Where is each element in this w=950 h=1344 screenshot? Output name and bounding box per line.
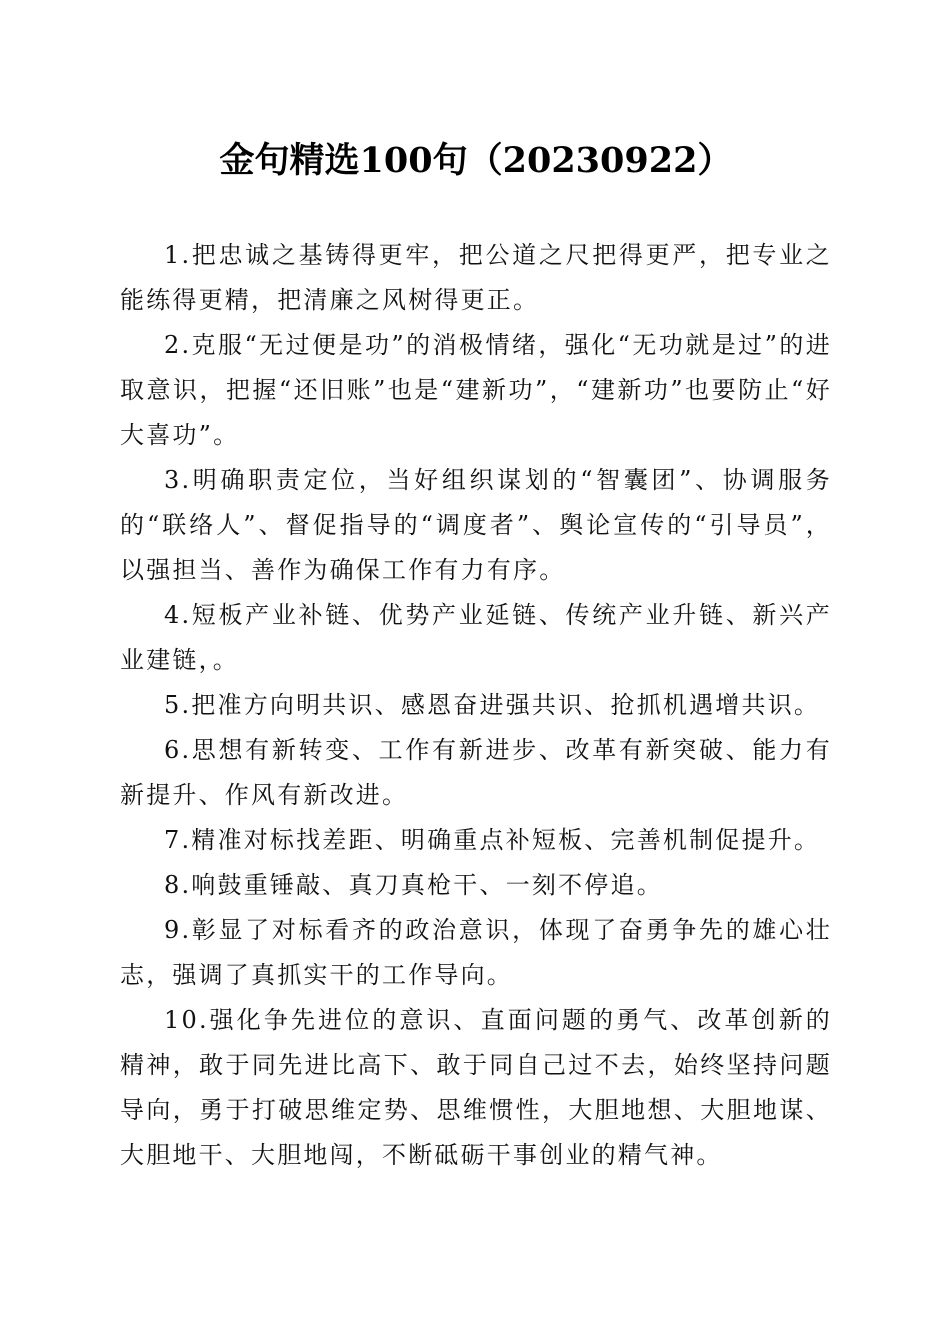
document-body xyxy=(120,233,832,1178)
paragraph-1: 1.把忠诚之基铸得更牢，把公道之尺把得更严，把专业之能练得更精，把清廉之风树得更正。 xyxy=(120,241,832,314)
paragraph-7: 7.精准对标找差距、明确重点补短板、完善机制促提升。 xyxy=(164,826,821,854)
document-title: 金句精选100句（20230922） xyxy=(219,140,733,181)
paragraph-4: 4.短板产业补链、优势产业延链、传统产业升链、新兴产业建链，。 xyxy=(120,601,832,674)
paragraph-9: 9.彰显了对标看齐的政治意识，体现了奋勇争先的雄心壮志，强调了真抓实干的工作导向。 xyxy=(120,916,832,989)
paragraph-2: 2.克服“无过便是功”的消极情绪，强化“无功就是过”的进取意识，把握“还旧账”也是“建新功”，“建新功”也要防止“好大喜功”。 xyxy=(120,331,832,449)
paragraph-8: 8.响鼓重锤敲、真刀真枪干、一刻不停追。 xyxy=(164,871,663,899)
paragraph-6: 6.思想有新转变、工作有新进步、改革有新突破、能力有新提升、作风有新改进。 xyxy=(120,736,832,809)
paragraph-5: 5.把准方向明共识、感恩奋进强共识、抢抓机遇增共识。 xyxy=(164,691,821,719)
paragraph-10: 10.强化争先进位的意识、直面问题的勇气、改革创新的精神，敢于同先进比高下、敢于同自己过不去，始终坚持问题导向，勇于打破思维定势、思维惯性，大胆地想、大胆地谋、大胆地干、大胆地闯，不断砥砺干事创业的精气神。 xyxy=(120,1006,832,1169)
paragraph-3: 3.明确职责定位，当好组织谋划的“智囊团”、协调服务的“联络人”、督促指导的“调度者”、舆论宣传的“引导员”，以强担当、善作为确保工作有力有序。 xyxy=(120,466,832,584)
